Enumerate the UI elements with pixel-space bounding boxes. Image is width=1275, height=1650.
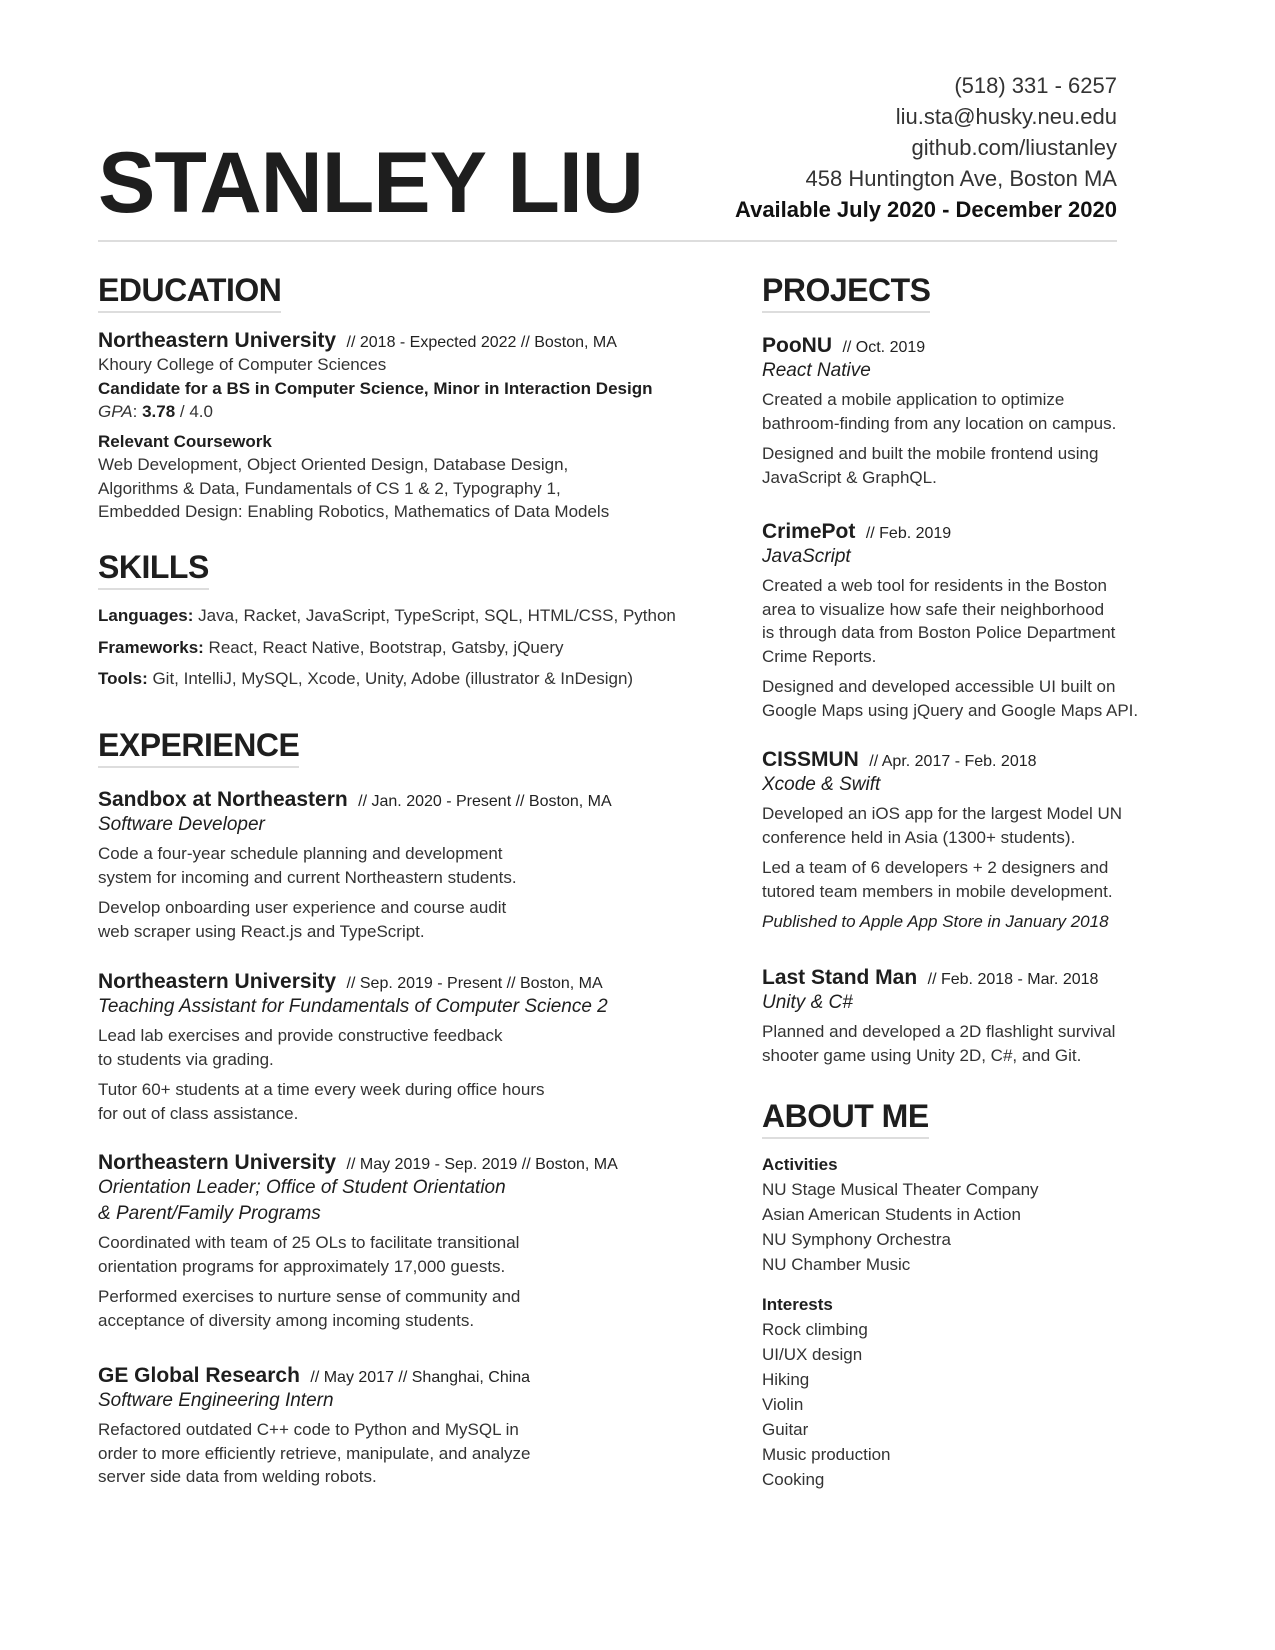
coursework-label: Relevant Coursework (98, 431, 272, 451)
job-org: GE Global Research (98, 1364, 300, 1387)
project-tech: JavaScript (762, 546, 851, 567)
school-meta: // 2018 - Expected 2022 // Boston, MA (346, 334, 617, 351)
description-line: Develop onboarding user experience and course audit (98, 898, 507, 917)
project-meta: // Feb. 2019 (865, 525, 952, 542)
job-description (98, 1231, 678, 1278)
description-line: web scraper using React.js and TypeScript. (98, 921, 425, 941)
project-tech: React Native (762, 360, 871, 381)
experience-entry (98, 788, 678, 943)
job-role (98, 1175, 678, 1227)
coursework-list (98, 453, 678, 524)
gpa-max: / 4.0 (175, 402, 213, 421)
job-meta: // Sep. 2019 - Present // Boston, MA (346, 975, 603, 992)
project-name: CrimePot (762, 520, 856, 543)
project-entry (762, 966, 1162, 1067)
gpa-label: GPA (98, 402, 133, 421)
project-entry (762, 334, 1162, 489)
description-line: orientation programs for approximately 17,000 guests. (98, 1256, 506, 1276)
description-line: for out of class assistance. (98, 1103, 299, 1123)
job-role: Teaching Assistant for Fundamentals of Computer Science 2 (98, 996, 608, 1017)
coursework-line: Algorithms & Data, Fundamentals of CS 1 & 2, Typography 1, (98, 478, 561, 498)
description-line: tutored team members in mobile development. (762, 881, 1113, 901)
project-description (762, 388, 1162, 435)
description-line: Created a web tool for residents in the Boston (762, 576, 1107, 595)
project-tech: Xcode & Swift (762, 774, 881, 795)
description-line: JavaScript & GraphQL. (762, 467, 937, 487)
list-item: NU Stage Musical Theater Company (762, 1180, 1039, 1199)
experience-entry (98, 1151, 678, 1332)
project-description (762, 1020, 1162, 1067)
description-line: Tutor 60+ students at a time every week during office hours (98, 1080, 545, 1099)
skills-languages (98, 604, 678, 628)
experience-section (98, 727, 678, 768)
job-role: Software Engineering Intern (98, 1390, 334, 1411)
description-line: area to visualize how safe their neighborhood (762, 599, 1105, 619)
availability: Available July 2020 - December 2020 (735, 197, 1117, 222)
project-description (762, 802, 1162, 849)
role-line: Orientation Leader; Office of Student Orientation (98, 1177, 506, 1198)
description-line: bathroom-finding from any location on campus. (762, 413, 1117, 433)
skills-tools-value: Git, IntelliJ, MySQL, Xcode, Unity, Adobe (illustrator & InDesign) (147, 669, 634, 688)
job-org: Northeastern University (98, 970, 337, 993)
college-name: Khoury College of Computer Sciences (98, 355, 387, 374)
job-description (98, 1078, 678, 1125)
description-line: Coordinated with team of 25 OLs to facilitate transitional (98, 1233, 520, 1252)
experience-entry (98, 1364, 678, 1489)
skills-languages-label: Languages: (98, 606, 194, 625)
degree: Candidate for a BS in Computer Science, Minor in Interaction Design (98, 378, 653, 398)
description-line: system for incoming and current Northeastern students. (98, 867, 517, 887)
description-line: Developed an iOS app for the largest Model UN (762, 804, 1123, 823)
description-line: Designed and built the mobile frontend using (762, 444, 1099, 463)
project-name: Last Stand Man (762, 966, 918, 989)
job-meta: // May 2019 - Sep. 2019 // Boston, MA (346, 1156, 618, 1173)
contact-block (735, 70, 1117, 225)
project-entry (762, 520, 1162, 722)
job-description (98, 1418, 678, 1489)
description-line: order to more efficiently retrieve, manipulate, and analyze (98, 1443, 531, 1463)
list-item: Guitar (762, 1420, 809, 1439)
list-item: NU Symphony Orchestra (762, 1230, 951, 1249)
description-line: Designed and developed accessible UI built on (762, 677, 1116, 696)
section-title-experience: EXPERIENCE (98, 727, 299, 768)
about-section (762, 1098, 1162, 1492)
skills-languages-value: Java, Racket, JavaScript, TypeScript, SQL, HTML/CSS, Python (193, 606, 676, 625)
gpa-value: 3.78 (142, 402, 176, 421)
interests-list (762, 1317, 1162, 1492)
school-name: Northeastern University (98, 329, 337, 352)
project-name: PooNU (762, 334, 832, 357)
coursework-line: Embedded Design: Enabling Robotics, Mathematics of Data Models (98, 502, 610, 521)
coursework-line: Web Development, Object Oriented Design, Database Design, (98, 455, 569, 474)
description-line: Crime Reports. (762, 646, 877, 666)
skills-tools (98, 667, 678, 691)
job-description (98, 842, 678, 889)
activities-label: Activities (762, 1155, 838, 1174)
list-item: Rock climbing (762, 1320, 868, 1339)
street-address: 458 Huntington Ave, Boston MA (805, 166, 1117, 191)
description-line: acceptance of diversity among incoming students. (98, 1310, 475, 1330)
list-item: Asian American Students in Action (762, 1205, 1021, 1224)
description-line: Google Maps using jQuery and Google Maps API. (762, 700, 1139, 720)
experience-entry (98, 970, 678, 1125)
description-line: to students via grading. (98, 1049, 274, 1069)
list-item: Violin (762, 1395, 804, 1414)
description-line: conference held in Asia (1300+ students). (762, 827, 1076, 847)
projects-section (762, 272, 1162, 313)
job-org: Sandbox at Northeastern (98, 788, 348, 811)
header-divider (98, 240, 1117, 242)
job-org: Northeastern University (98, 1151, 337, 1174)
job-role: Software Developer (98, 814, 265, 835)
skills-tools-label: Tools: (98, 669, 148, 688)
project-name: CISSMUN (762, 748, 859, 771)
project-description (762, 856, 1162, 903)
resume-name: STANLEY LIU (98, 135, 643, 231)
job-meta: // May 2017 // Shanghai, China (310, 1369, 531, 1386)
list-item: Cooking (762, 1470, 825, 1489)
project-description (762, 442, 1162, 489)
project-meta: // Apr. 2017 - Feb. 2018 (869, 753, 1037, 770)
description-line: server side data from welding robots. (98, 1467, 377, 1486)
job-description (98, 896, 678, 943)
section-title-education: EDUCATION (98, 272, 281, 313)
description-line: Code a four-year schedule planning and development (98, 844, 503, 863)
description-line: shooter game using Unity 2D, C#, and Git. (762, 1045, 1082, 1065)
phone-number: (518) 331 - 6257 (954, 73, 1117, 98)
description-line: Lead lab exercises and provide constructive feedback (98, 1026, 503, 1045)
project-note: Published to Apple App Store in January 2018 (762, 912, 1109, 931)
skills-frameworks (98, 636, 678, 660)
description-line: Performed exercises to nurture sense of community and (98, 1287, 521, 1306)
description-line: is through data from Boston Police Department (762, 623, 1116, 642)
description-line: Led a team of 6 developers + 2 designers and (762, 858, 1109, 877)
project-entry (762, 748, 1162, 934)
project-tech: Unity & C# (762, 992, 853, 1013)
job-description (98, 1024, 678, 1071)
project-meta: // Feb. 2018 - Mar. 2018 (927, 971, 1099, 988)
section-title-skills: SKILLS (98, 549, 209, 590)
project-meta: // Oct. 2019 (842, 339, 926, 356)
list-item: UI/UX design (762, 1345, 863, 1364)
education-entry (98, 329, 678, 524)
education-section (98, 272, 678, 524)
description-line: Refactored outdated C++ code to Python and MySQL in (98, 1420, 519, 1439)
email-address: liu.sta@husky.neu.edu (895, 104, 1117, 129)
job-meta: // Jan. 2020 - Present // Boston, MA (358, 793, 612, 810)
github-link: github.com/liustanley (911, 135, 1117, 160)
role-line: & Parent/Family Programs (98, 1203, 321, 1224)
project-description (762, 675, 1162, 722)
gpa: GPA: 3.78 / 4.0 (98, 402, 213, 421)
interests-label: Interests (762, 1295, 833, 1314)
list-item: Hiking (762, 1370, 810, 1389)
project-description (762, 574, 1162, 668)
section-title-projects: PROJECTS (762, 272, 930, 313)
description-line: Created a mobile application to optimize (762, 390, 1065, 409)
skills-frameworks-label: Frameworks: (98, 637, 204, 657)
skills-section (98, 549, 678, 691)
list-item: NU Chamber Music (762, 1255, 911, 1274)
description-line: Planned and developed a 2D flashlight survival (762, 1022, 1116, 1041)
skills-frameworks-value: React, React Native, Bootstrap, Gatsby, jQuery (203, 637, 564, 657)
activities-list (762, 1177, 1162, 1277)
section-title-about: ABOUT ME (762, 1098, 929, 1139)
job-description (98, 1285, 678, 1332)
list-item: Music production (762, 1445, 891, 1464)
